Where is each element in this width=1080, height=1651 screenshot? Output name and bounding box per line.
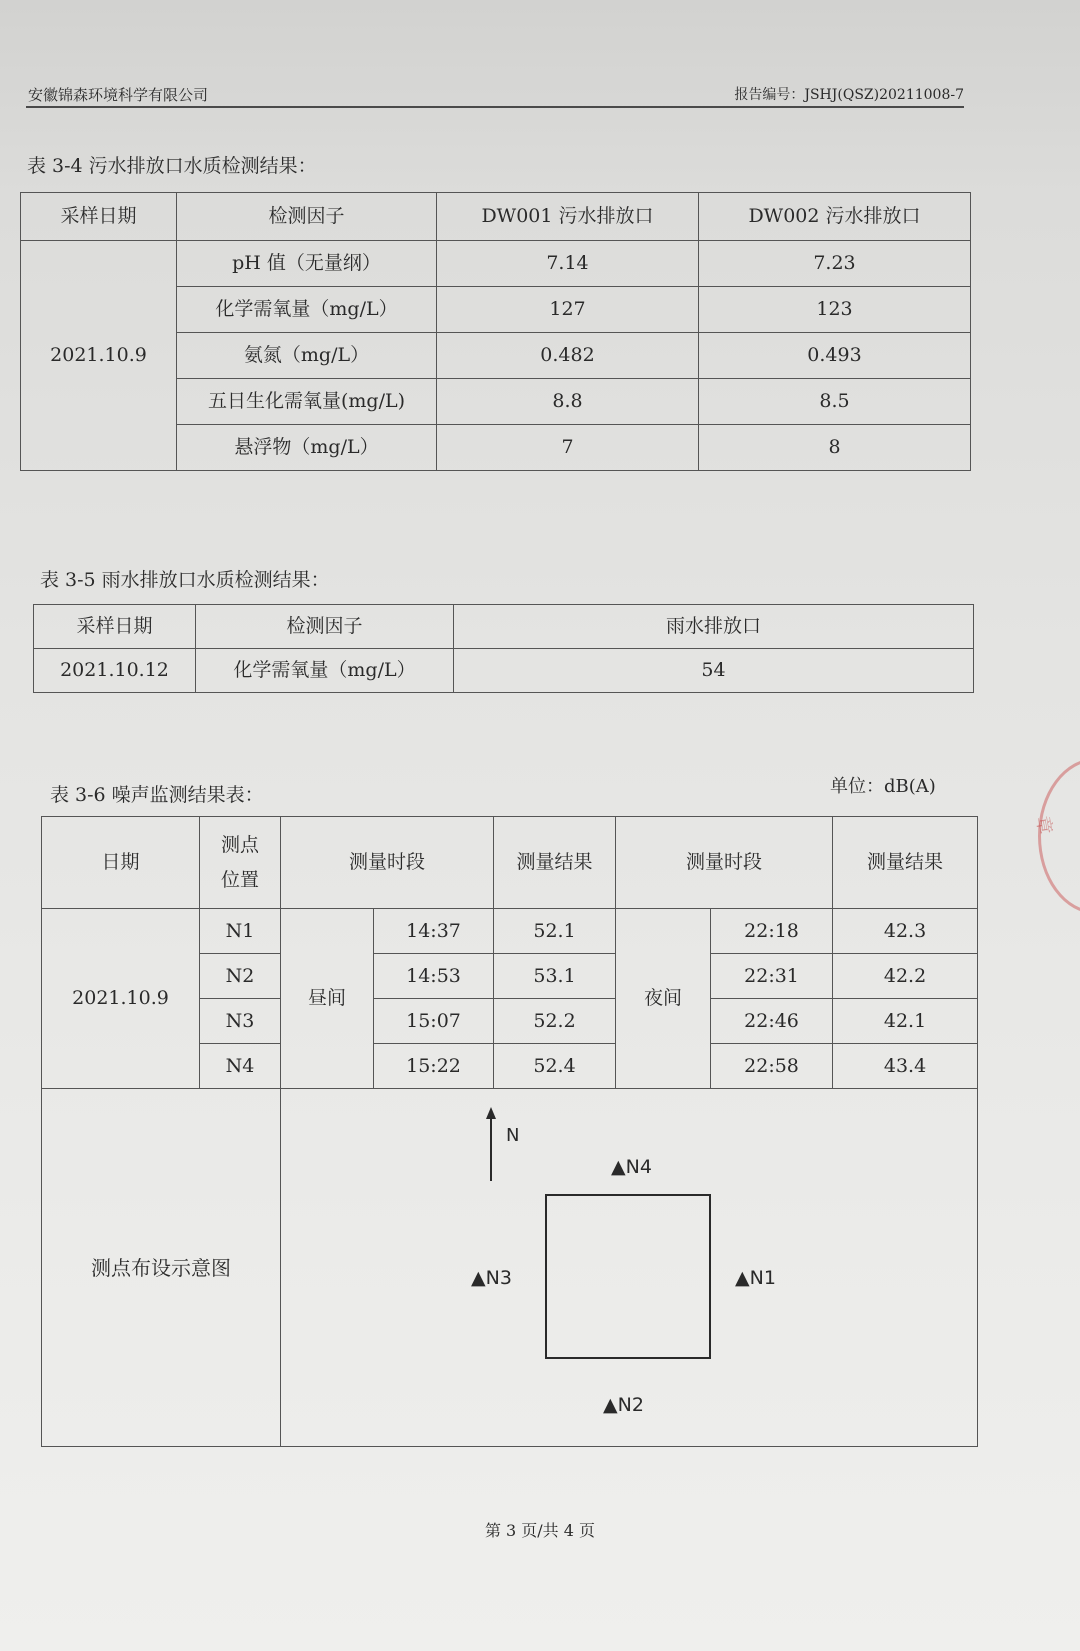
table-row <box>21 241 971 287</box>
day-time: 15:22 <box>374 1044 494 1089</box>
report-number: 报告编号：JSHJ(QSZ)20211008-7 <box>734 87 964 103</box>
dw002-value: 0.493 <box>699 333 971 379</box>
diagram-cell <box>281 1089 978 1447</box>
day-time: 14:37 <box>374 909 494 954</box>
dw001-value: 127 <box>437 287 699 333</box>
point-cell: N2 <box>200 954 281 999</box>
night-value: 42.1 <box>833 999 978 1044</box>
header-divider <box>26 106 964 108</box>
seal-text: 章 <box>1031 814 1056 836</box>
day-value: 52.2 <box>494 999 616 1044</box>
header-point-line1: 测点 <box>220 833 259 856</box>
diagram-label: 测点布设示意图 <box>42 1089 281 1447</box>
day-label: 昼间 <box>281 909 374 1089</box>
building-outline <box>546 1195 710 1358</box>
header-night-period: 测量时段 <box>616 817 833 909</box>
table-3-6-caption: 表 3-6 噪声监测结果表： <box>50 784 264 806</box>
table-3-4-caption: 表 3-4 污水排放口水质检测结果： <box>27 155 317 177</box>
measurement-point-diagram <box>281 1089 978 1447</box>
table-3-4 <box>20 192 971 471</box>
header-test-factor: 检测因子 <box>177 193 437 241</box>
dw002-value: 8 <box>699 425 971 471</box>
sampling-date-cell: 2021.10.9 <box>21 241 177 471</box>
factor-cell: 化学需氧量（mg/L） <box>177 287 437 333</box>
rain-outlet-value: 54 <box>454 649 974 693</box>
night-time: 22:46 <box>711 999 833 1044</box>
factor-cell: pH 值（无量纲） <box>177 241 437 287</box>
header-day-result: 测量结果 <box>494 817 616 909</box>
north-arrow-icon <box>486 1107 496 1181</box>
header-dw001: DW001 污水排放口 <box>437 193 699 241</box>
point-cell: N1 <box>200 909 281 954</box>
diagram-row <box>42 1089 978 1447</box>
header-dw002: DW002 污水排放口 <box>699 193 971 241</box>
page-number: 第 3 页/共 4 页 <box>484 1521 596 1540</box>
table-header-row <box>42 817 978 909</box>
sampling-date-cell: 2021.10.12 <box>34 649 196 693</box>
factor-cell: 化学需氧量（mg/L） <box>196 649 454 693</box>
night-value: 43.4 <box>833 1044 978 1089</box>
night-time: 22:58 <box>711 1044 833 1089</box>
night-time: 22:18 <box>711 909 833 954</box>
noise-date-cell: 2021.10.9 <box>42 909 200 1089</box>
night-value: 42.3 <box>833 909 978 954</box>
header-point-position <box>200 817 281 909</box>
night-label: 夜间 <box>616 909 711 1089</box>
day-value: 52.1 <box>494 909 616 954</box>
day-value: 52.4 <box>494 1044 616 1089</box>
table-header-row <box>34 605 974 649</box>
dw002-value: 123 <box>699 287 971 333</box>
factor-cell: 悬浮物（mg/L） <box>177 425 437 471</box>
dw001-value: 7 <box>437 425 699 471</box>
night-time: 22:31 <box>711 954 833 999</box>
header-night-result: 测量结果 <box>833 817 978 909</box>
point-n4-label: ▲N4 <box>611 1156 652 1178</box>
header-point-line2: 位置 <box>220 868 259 891</box>
unit-label: 单位：dB(A) <box>830 776 936 797</box>
table-3-5-caption: 表 3-5 雨水排放口水质检测结果： <box>40 569 330 591</box>
table-3-5 <box>33 604 974 693</box>
header-rain-outlet: 雨水排放口 <box>454 605 974 649</box>
header-sampling-date: 采样日期 <box>34 605 196 649</box>
dw001-value: 0.482 <box>437 333 699 379</box>
header-sampling-date: 采样日期 <box>21 193 177 241</box>
company-name: 安徽锦森环境科学有限公司 <box>28 86 209 104</box>
dw001-value: 7.14 <box>437 241 699 287</box>
point-n3-label: ▲N3 <box>471 1267 512 1289</box>
red-seal-stamp <box>1038 758 1080 914</box>
night-value: 42.2 <box>833 954 978 999</box>
dw001-value: 8.8 <box>437 379 699 425</box>
table-3-6 <box>41 816 978 1447</box>
point-n1-label: ▲N1 <box>735 1267 776 1289</box>
point-n2-label: ▲N2 <box>603 1394 644 1416</box>
day-value: 53.1 <box>494 954 616 999</box>
dw002-value: 8.5 <box>699 379 971 425</box>
header-date: 日期 <box>42 817 200 909</box>
header-day-period: 测量时段 <box>281 817 494 909</box>
factor-cell: 五日生化需氧量(mg/L) <box>177 379 437 425</box>
header-test-factor: 检测因子 <box>196 605 454 649</box>
point-cell: N4 <box>200 1044 281 1089</box>
table-header-row <box>21 193 971 241</box>
north-label: N <box>506 1125 520 1146</box>
table-row <box>34 649 974 693</box>
point-cell: N3 <box>200 999 281 1044</box>
table-row <box>42 909 978 954</box>
factor-cell: 氨氮（mg/L） <box>177 333 437 379</box>
day-time: 15:07 <box>374 999 494 1044</box>
dw002-value: 7.23 <box>699 241 971 287</box>
day-time: 14:53 <box>374 954 494 999</box>
